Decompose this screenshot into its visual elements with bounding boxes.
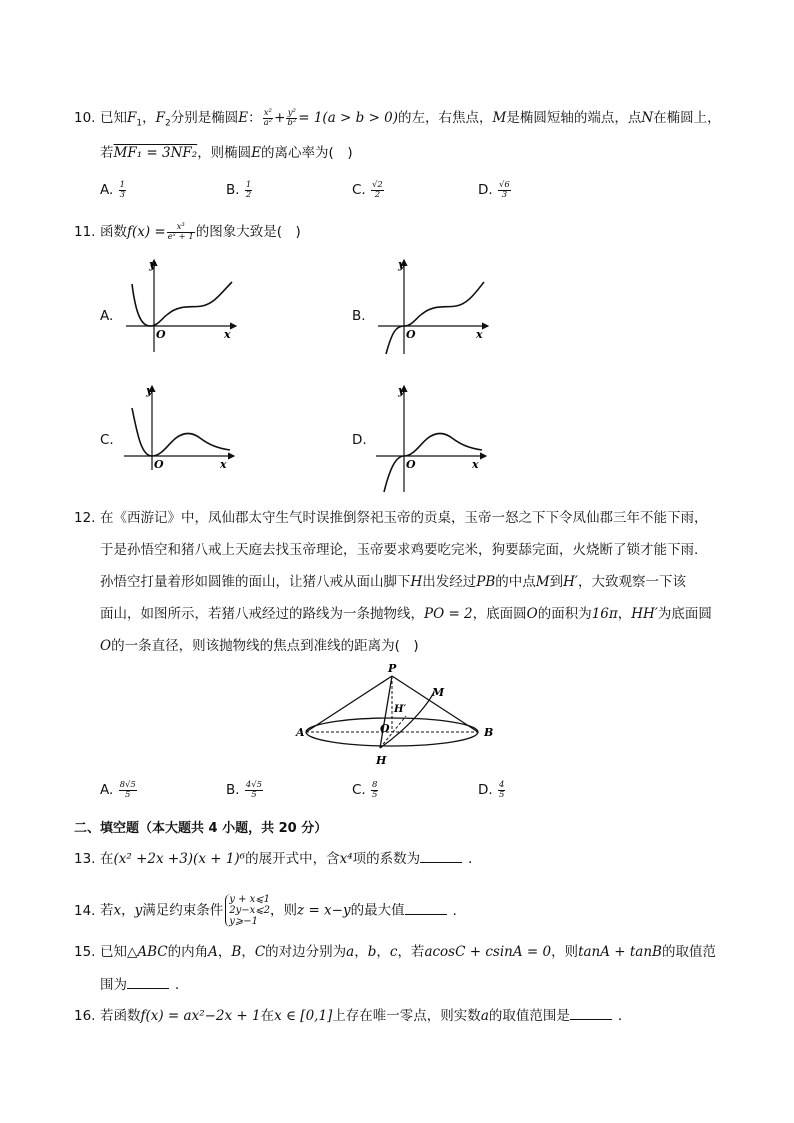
fraction: $\frac{\text{y²}}{\text{b²}}$ — [287, 107, 297, 128]
constraint-system: y + x⩽1 2y−x⩽2 y⩾−1 — [225, 894, 270, 927]
svg-text:y: y — [398, 258, 405, 271]
graph-label-d[interactable]: D. — [352, 432, 367, 448]
section-heading: 二、填空题（本大题共 4 小题，共 20 分） — [74, 821, 328, 836]
svg-text:A: A — [296, 726, 305, 739]
option-a[interactable]: A. $\frac{1}{3}$ — [100, 179, 126, 200]
graph-a[interactable] — [118, 256, 240, 356]
svg-text:P: P — [388, 662, 397, 675]
question-11-stem: 11. 函数f(x) = $\frac{\text{x³}}{\text{eˣ + 1}}$ 的图象大致是( ) — [74, 221, 301, 242]
curve — [132, 408, 230, 456]
svg-text:x: x — [472, 458, 479, 471]
question-number: 14. — [74, 902, 96, 919]
question-number: 12. — [74, 510, 96, 526]
question-number: 11. — [74, 224, 96, 240]
graph-label-a[interactable]: A. — [100, 308, 114, 324]
option-a[interactable]: A. $\frac{8√5}{5}$ — [100, 779, 136, 800]
svg-text:x: x — [476, 328, 483, 341]
cone-figure — [294, 660, 500, 770]
question-15-line-1: 15. 已知△ABC的内角A，B，C的对边分别为a，b，c，若acosC + csinA = 0，则tanA + tanB的取值范 — [74, 944, 716, 960]
curve — [386, 282, 484, 354]
question-12-line-2: 于是孙悟空和猪八戒上天庭去找玉帝理论，玉帝要求鸡要吃完米，狗要舔完面，火烧断了锁才能下雨. — [100, 542, 699, 558]
graph-label-b[interactable]: B. — [352, 308, 366, 324]
svg-text:O: O — [156, 328, 166, 341]
answer-blank[interactable] — [570, 1005, 612, 1020]
question-number: 13. — [74, 851, 96, 867]
option-d[interactable]: D. $\frac{4}{5}$ — [478, 779, 505, 800]
answer-blank[interactable] — [127, 974, 169, 989]
svg-text:x: x — [220, 458, 227, 471]
option-b[interactable]: B. $\frac{4√5}{5}$ — [226, 779, 263, 800]
vector-equation: MF₁ = 3NF₂ — [113, 145, 198, 161]
curve — [384, 434, 482, 493]
svg-text:M: M — [432, 686, 445, 699]
option-c[interactable]: C. $\frac{8}{5}$ — [352, 779, 378, 800]
option-c[interactable]: C. $\frac{√2}{2}$ — [352, 179, 383, 200]
graph-c[interactable] — [118, 382, 240, 472]
fraction: $\frac{\text{x²}}{\text{a²}}$ — [263, 107, 273, 128]
question-12-line-3: 孙悟空打量着形如圆锥的面山，让猪八戒从面山脚下H出发经过PB的中点M到H′，大致观察一下该 — [100, 574, 686, 590]
question-10-line-2: 若MF₁ = 3NF₂，则椭圆E的离心率为( ) — [100, 145, 353, 161]
svg-text:O: O — [380, 722, 390, 735]
svg-text:y: y — [146, 384, 153, 397]
edge-ph — [380, 676, 392, 748]
question-14: 14. 若x，y满足约束条件 y + x⩽1 2y−x⩽2 y⩾−1 ，则z = x−y的最大值 ． — [74, 894, 467, 927]
option-b[interactable]: B. $\frac{1}{2}$ — [226, 179, 252, 200]
question-16: 16. 若函数f(x) = ax²−2x + 1在x ∈ [0,1]上存在唯一零点，则实数a的取值范围是 ． — [74, 1005, 631, 1026]
svg-text:H: H — [376, 754, 387, 767]
option-d[interactable]: D. $\frac{√6}{3}$ — [478, 179, 510, 200]
question-number: 15. — [74, 944, 96, 960]
answer-blank[interactable] — [420, 848, 462, 863]
question-12-line-4: 面山，如图所示，若猪八戒经过的路线为一条抛物线，PO = 2，底面圆O的面积为16π，HH′为底面圆 — [100, 606, 712, 622]
question-10-line-1: 10. 已知$F_1$，$F_2$分别是椭圆E： $\frac{\text{x²}}{\text{a²}}$ + $\frac{\text{y²}}{\text{b²}}$ = 1(a > b > 0)的左，右焦点，M是椭圆短轴的端点，点N在椭圆上， — [74, 107, 721, 129]
question-13: 13. 在(x² +2x +3)(x + 1)⁶的展开式中，含x⁴项的系数为 ． — [74, 848, 482, 869]
svg-text:y: y — [149, 258, 156, 271]
question-number: 10. — [74, 110, 96, 126]
question-15-line-2: 围为 ． — [100, 974, 189, 995]
question-12-line-1: 12. 在《西游记》中，凤仙郡太守生气时误推倒祭祀玉帝的贡桌，玉帝一怒之下下令凤仙郡三年不能下雨， — [74, 510, 708, 526]
svg-text:O: O — [154, 458, 164, 471]
question-12-line-5: O的一条直径，则该抛物线的焦点到准线的距离为( ) — [100, 638, 419, 654]
svg-text:B: B — [484, 726, 494, 739]
svg-text:y: y — [398, 384, 405, 397]
svg-text:O: O — [406, 458, 416, 471]
svg-text:H′: H′ — [394, 704, 407, 715]
graph-label-c[interactable]: C. — [100, 432, 114, 448]
curve — [132, 282, 232, 326]
graph-b[interactable] — [372, 256, 494, 356]
svg-text:x: x — [224, 328, 231, 341]
graph-d[interactable] — [372, 382, 494, 494]
svg-text:O: O — [406, 328, 416, 341]
answer-blank[interactable] — [405, 900, 447, 915]
question-number: 16. — [74, 1008, 96, 1024]
